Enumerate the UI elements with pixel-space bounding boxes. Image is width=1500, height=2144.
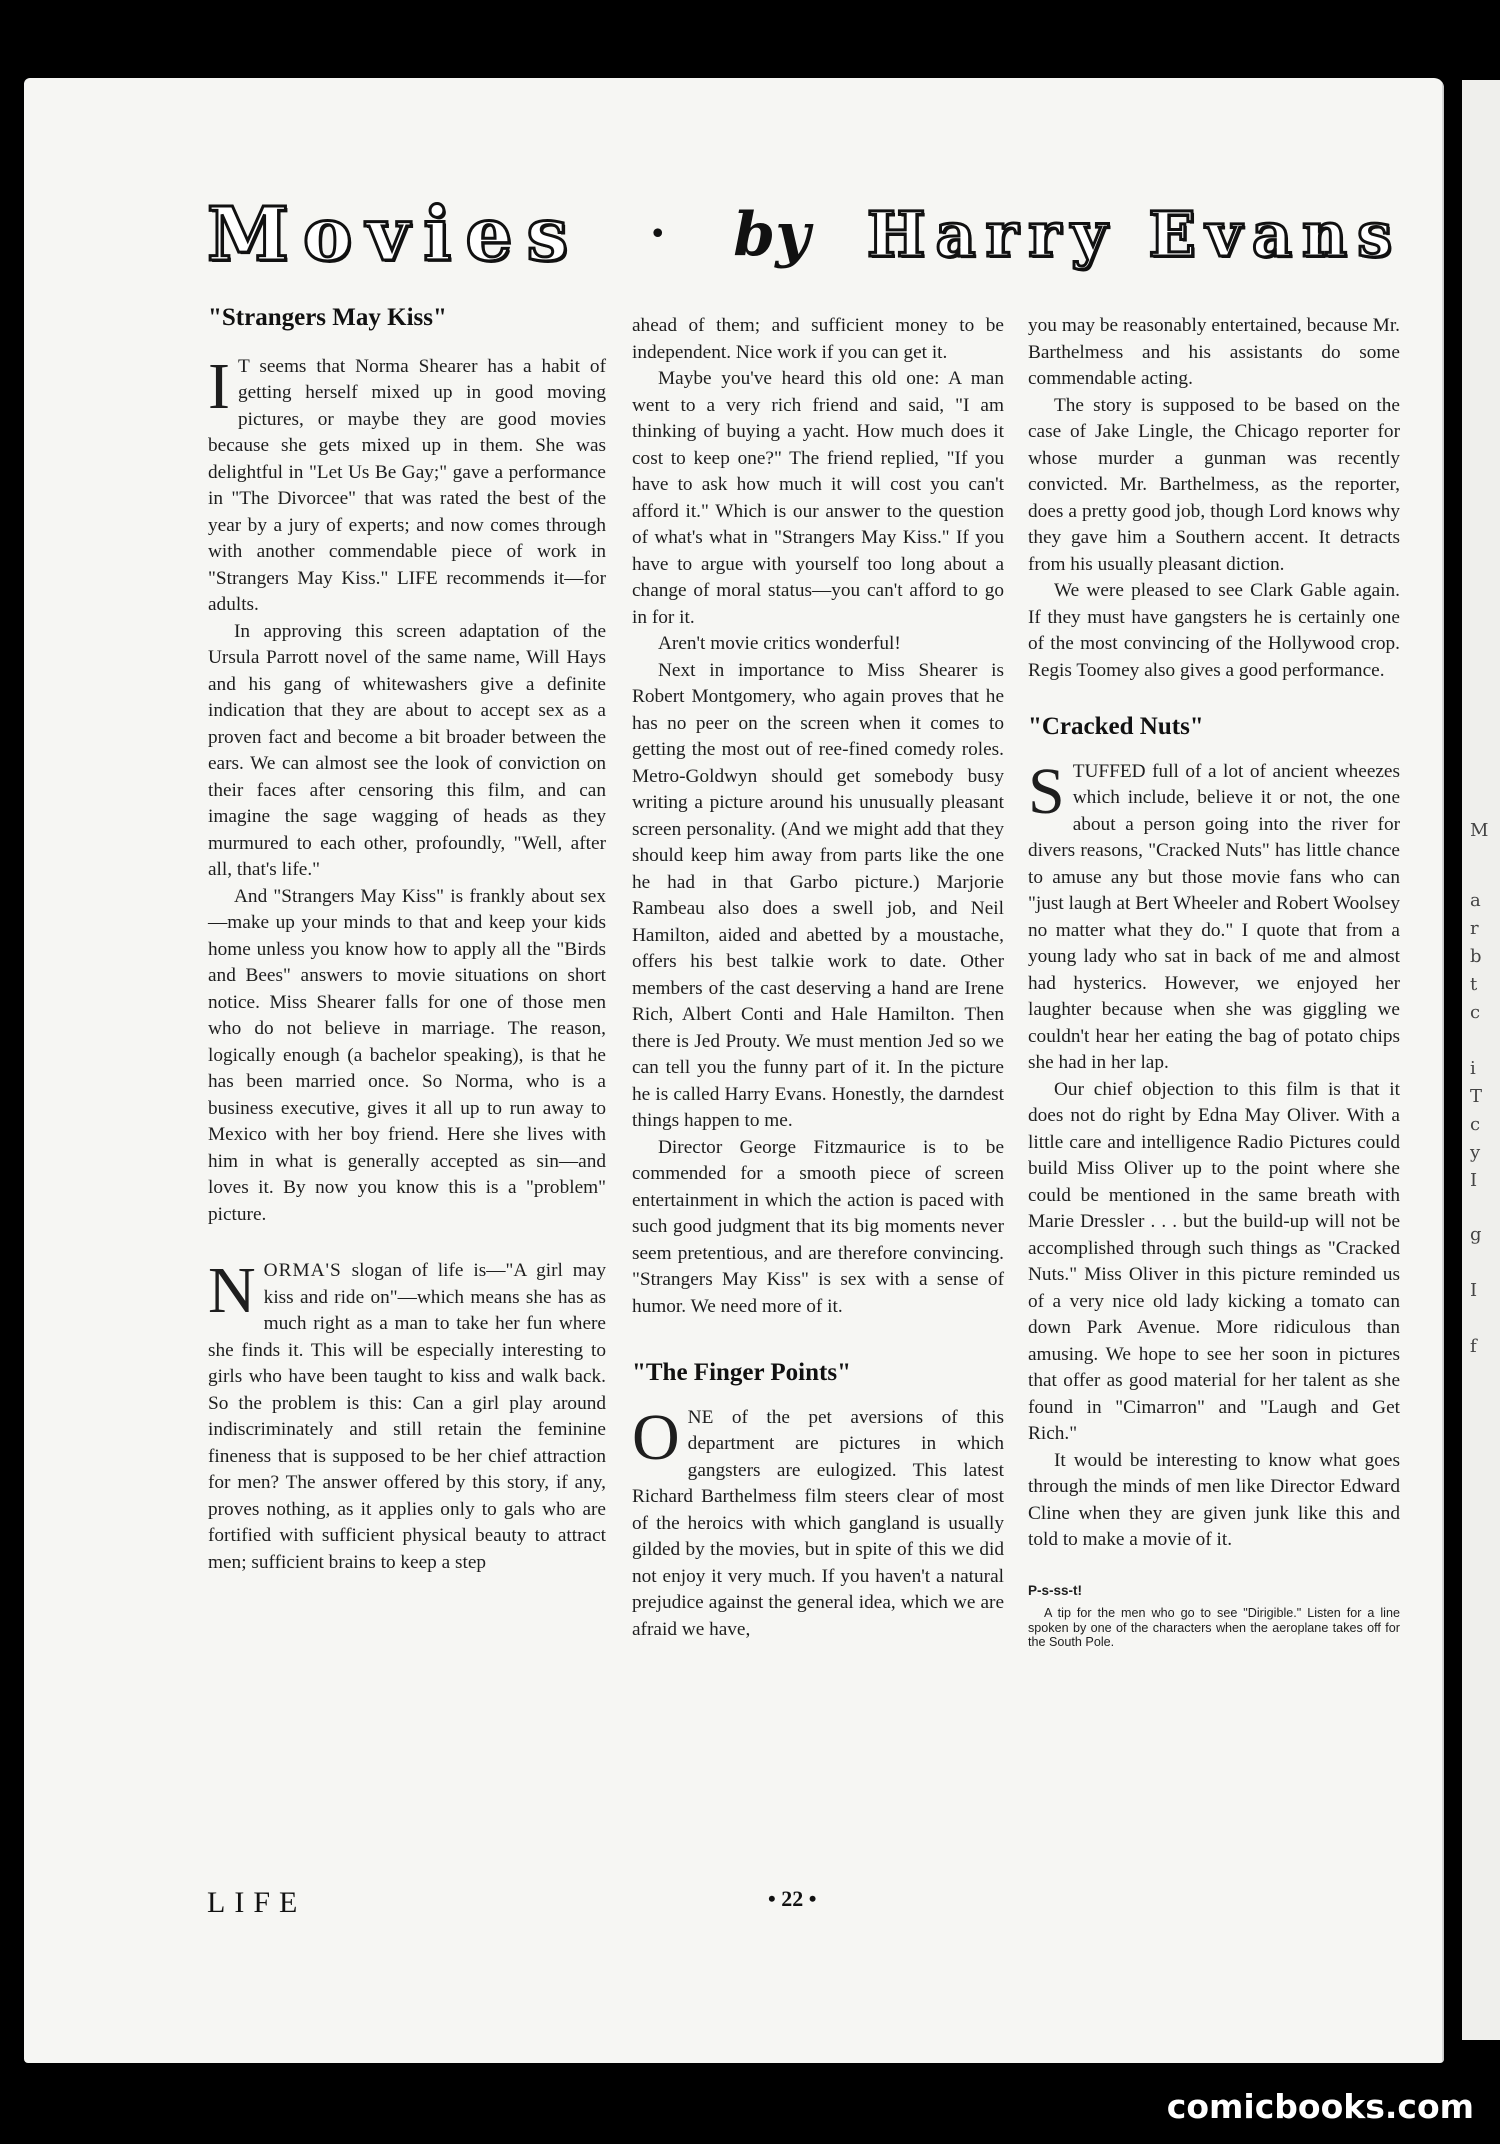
ghost-letter: r <box>1470 918 1479 939</box>
next-page-edge <box>1462 80 1500 2040</box>
ghost-letter: b <box>1470 946 1482 967</box>
paragraph-text: TUFFED full of a lot of ancient wheezes which include, believe it or not, the one about a person going into the river for divers reasons, "Cracked Nuts" has little chance to amuse any but those movie fans who can "just laugh at Bert Wheeler and Robert Woolsey no matter what they do." I quote that from a young lady who sat in back of me and almost had hysterics. However, we enjoyed her laughter because when she was giggling we couldn't hear her eating the bag of potato chips she had in her lap. <box>1028 760 1400 1073</box>
ghost-letter: I <box>1470 1170 1478 1191</box>
drop-cap: S <box>1028 754 1065 828</box>
ghost-letter: T <box>1470 1086 1483 1107</box>
title-separator: • <box>648 217 667 252</box>
paragraph-text: slogan of life is—"A girl may kiss and ride on"—which means she has as much right as a man to take her fun where she finds it. This will be especially interesting to girls who have been taught to kiss and walk back. So the problem is this: Can a girl play around indiscriminately and still retain the feminine fineness that is supposed to be her chief attraction for men? The answer offered by this story, if any, proves nothing, as it applies only to gals who are fortified with sufficient physical beauty to attract men; sufficient brains to keep a step <box>208 1260 606 1573</box>
review-heading-cracked-nuts: "Cracked Nuts" <box>1028 713 1204 740</box>
ghost-letter: c <box>1470 1002 1481 1023</box>
paragraph <box>1028 754 1400 1077</box>
article-column-2 <box>632 313 1004 1643</box>
paragraph: It would be interesting to know what goes through the minds of men like Director Edward Cline when they are given junk like this and told to make a movie of it. <box>1028 1449 1400 1550</box>
drop-cap: I <box>208 349 230 423</box>
paragraph: Maybe you've heard this old one: A man went to a very rich friend and said, "I am thinking of buying a yacht. How much does it cost to keep one?" The friend replied, "If you have to ask how much it will cost you can't afford it." Which is our answer to the question of what's what in "Strangers May Kiss." If you have to argue with yourself too long about a change of moral status—you can't afford to go in for it. <box>632 368 1004 628</box>
section-title: Movies <box>207 191 583 278</box>
sidebar-note-text: A tip for the men who go to see "Dirigible." Listen for a line spoken by one of the characters when the aeroplane takes off for the South Pole. <box>1028 1606 1400 1649</box>
ghost-letter: i <box>1470 1058 1476 1079</box>
magazine-name: LIFE <box>207 1886 307 1919</box>
ghost-letter: t <box>1470 974 1478 995</box>
paragraph <box>208 1254 606 1576</box>
page-number: • 22 • <box>768 1886 817 1911</box>
paragraph: ahead of them; and sufficient money to be independent. Nice work if you can get it. <box>632 315 1004 363</box>
page-gutter <box>1442 78 1444 2063</box>
paragraph: We were pleased to see Clark Gable again. If they must have gangsters he is certainly one of the most convincing of the Hollywood crop. Regis Toomey also gives a good performance. <box>1028 580 1400 681</box>
paragraph: And "Strangers May Kiss" is frankly about sex—make up your minds to that and keep your kids home unless you know how to apply all the "Birds and Bees" answers to movie situations on short notice. Miss Shearer falls for one of those men who do not believe in marriage. The reason, logically enough (a bachelor speaking), is that he has been married once. So Norma, who is a business executive, gives it all up to run away to Mexico with her boy friend. Here she lives with him in what is generally accepted as sin—and loves it. By now you know this is a "problem" picture. <box>208 885 606 1225</box>
ghost-letter: I <box>1470 1280 1478 1301</box>
ghost-letter: a <box>1470 890 1481 911</box>
paragraph <box>632 1400 1004 1644</box>
paragraph: Aren't movie critics wonderful! <box>658 633 901 654</box>
ghost-letter: y <box>1470 1142 1481 1163</box>
review-heading-strangers: "Strangers May Kiss" <box>208 304 447 331</box>
drop-cap: O <box>632 1400 680 1474</box>
paragraph: The story is supposed to be based on the case of Jake Lingle, the Chicago reporter for whose murder a gunman was recently convicted. Mr. Barthelmess, as the reporter, does a pretty good job, though Lord knows why they gave him a Southern accent. It detracts from his usually pleasant diction. <box>1028 394 1400 575</box>
scan-border-top <box>0 0 1500 80</box>
paragraph-text: T seems that Norma Shearer has a habit of getting herself mixed up in good moving pictures, or maybe they are good movies because she gets mixed up in them. She was delightful in "Let Us Be Gay;" gave a performance in "The Divorcee" that was rated the best of the year by a jury of experts; and now comes through with another commendable piece of work in "Strangers May Kiss." LIFE recommends it—for adults. <box>208 355 606 615</box>
sidebar-note-heading: P-s-ss-t! <box>1028 1582 1083 1598</box>
paragraph: Director George Fitzmaurice is to be commended for a smooth piece of screen entertainment in which the action is paced with such good judgment that its big moments never seem pretentious, and are therefore convincing. "Strangers May Kiss" is sex with a sense of humor. We need more of it. <box>632 1136 1004 1317</box>
section-spacer <box>208 1228 606 1258</box>
paragraph: In approving this screen adaptation of the Ursula Parrott novel of the same name, Will Hays and his gang of whitewashers give a definite indication that they are about to accept sex as a proven fact and become a bit broader between the ears. We can almost see the look of conviction on their faces after censoring this film, and can imagine the sage wagging of heads as they murmured to each other, profoundly, "Well, after all, that's life." <box>208 620 606 880</box>
drop-cap: N <box>208 1254 256 1327</box>
section-spacer <box>632 1320 1004 1360</box>
watermark: comicbooks.com <box>1166 2087 1474 2126</box>
article-column-1 <box>208 305 606 1576</box>
ghost-letter: c <box>1470 1114 1481 1135</box>
author-name: Harry Evans <box>866 198 1402 271</box>
article-column-3 <box>1028 313 1400 1650</box>
ghost-letter: g <box>1470 1224 1482 1245</box>
ghost-letter: f <box>1470 1336 1477 1357</box>
section-spacer <box>1028 684 1400 714</box>
paragraph: you may be reasonably entertained, because Mr. Barthelmess and his assistants do some commendable acting. <box>1028 315 1400 389</box>
ghost-letter: M <box>1470 820 1489 841</box>
paragraph <box>208 349 606 619</box>
masthead <box>207 191 1402 278</box>
review-heading-finger-points: "The Finger Points" <box>632 1359 851 1386</box>
small-caps-word: ORMA'S <box>263 1260 342 1281</box>
paragraph: Next in importance to Miss Shearer is Robert Montgomery, who again proves that he has no peer on the screen when it comes to getting the most out of ree-fined comedy roles. Metro-Goldwyn should get somebody busy writing a picture around his unusually pleasant screen personality. (And we might add that they should keep him away from parts like the one he had in that Garbo picture.) Marjorie Rambeau also does a swell job, and Neil Hamilton, aided and abetted by a moustache, offers his best talkie work to date. Other members of the cast deserving a hand are Irene Rich, Albert Conti and Hale Hamilton. Then there is Jed Prouty. We must mention Jed so we can tell you the funny part of it. In the picture he is called Harry Evans. Honestly, the darndest things happen to me. <box>632 659 1004 1131</box>
paragraph-text: NE of the pet aversions of this department are pictures in which gangsters are eulogized. This latest Richard Barthelmess film steers clear of most of the heroics with which gangland is usually gilded by the movies, but in spite of this we did not enjoy it very much. If you haven't a natural prejudice against the general idea, which we are afraid we have, <box>632 1406 1004 1640</box>
byline-prefix: by <box>733 199 811 270</box>
paragraph: Our chief objection to this film is that it does not do right by Edna May Oliver. With a little care and intelligence Radio Pictures could build Miss Oliver up to the point where she could be mentioned in the same breath with Marie Dressler . . . but the build-up will not be accomplished through such things as "Cracked Nuts." Miss Oliver in this picture reminded us of a very nice old lady kicking a tomato can down Park Avenue. More ridiculous than amusing. We hope to see her soon in pictures that offer as good material for her talent as she found in "Cimarron" and "Laugh and Get Rich." <box>1028 1078 1400 1444</box>
